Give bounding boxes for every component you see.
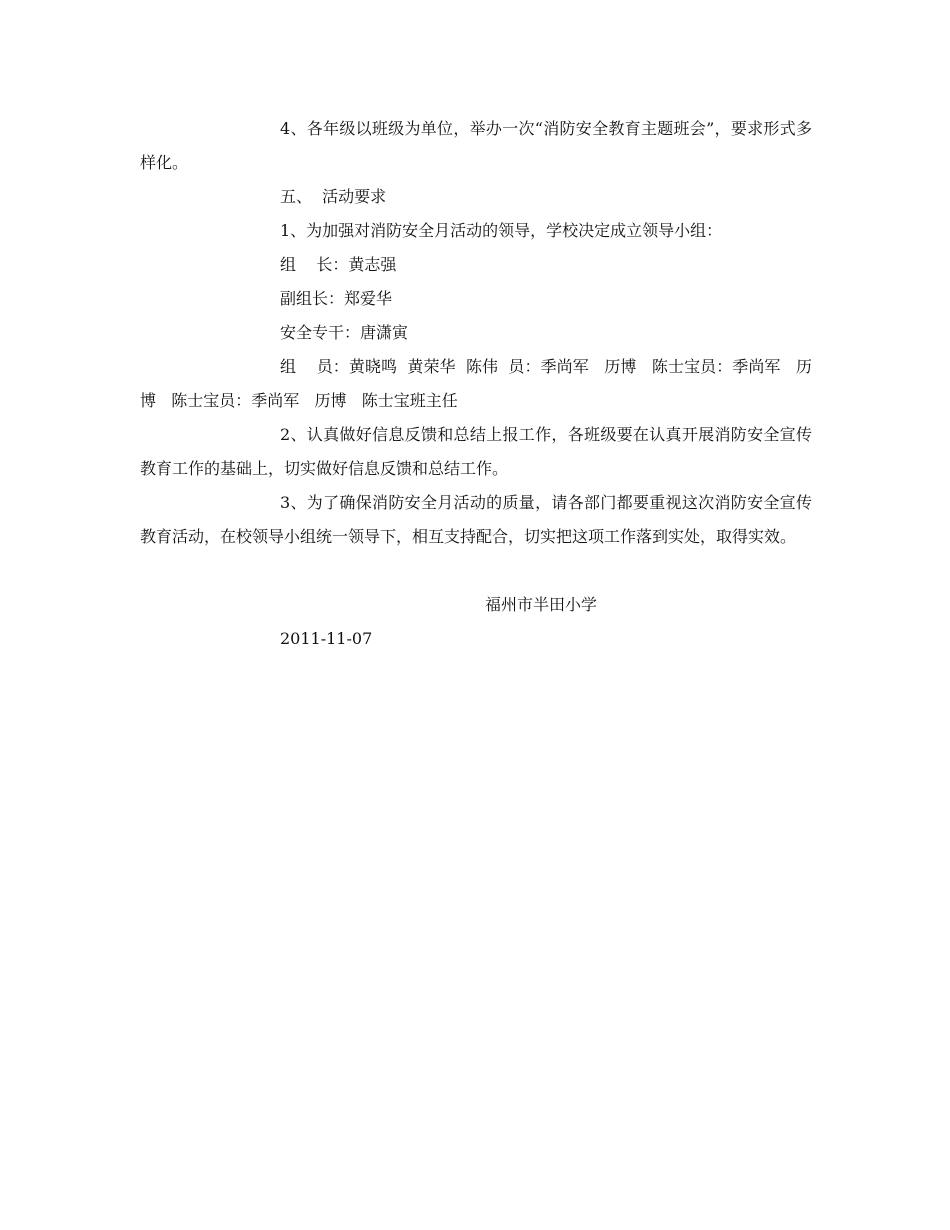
requirement-item-2: 2、认真做好信息反馈和总结上报工作，各班级要在认真开展消防安全宣传教育工作的基础上，切实做好信息反馈和总结工作。 (140, 425, 812, 478)
school-name: 福州市半田小学 (485, 595, 598, 614)
spacer (140, 554, 812, 588)
requirement-item-1: 1、为加强对消防安全月活动的领导，学校决定成立领导小组： (280, 221, 723, 240)
safety-officer-line: 安全专干：唐潇寅 (280, 323, 409, 342)
document-date: 2011-11-07 (280, 629, 373, 648)
section-5-heading: 五、 活动要求 (280, 187, 387, 206)
document-body (140, 112, 812, 656)
group-leader-line: 组 长：黄志强 (280, 255, 397, 274)
paragraph-item-4: 4、各年级以班级为单位，举办一次“消防安全教育主题班会”，要求形式多样化。 (140, 119, 812, 172)
requirement-item-3: 3、为了确保消防安全月活动的质量，请各部门都要重视这次消防安全宣传教育活动，在校领导小组统一领导下，相互支持配合，切实把这项工作落到实处，取得实效。 (140, 493, 812, 546)
members-paragraph: 组 员：黄晓鸣 黄荣华 陈伟 员：季尚军 历博 陈士宝员：季尚军 历博 陈士宝员：季尚军 历博 陈士宝班主任 (140, 357, 812, 410)
deputy-leader-line: 副组长：郑爱华 (280, 289, 393, 308)
